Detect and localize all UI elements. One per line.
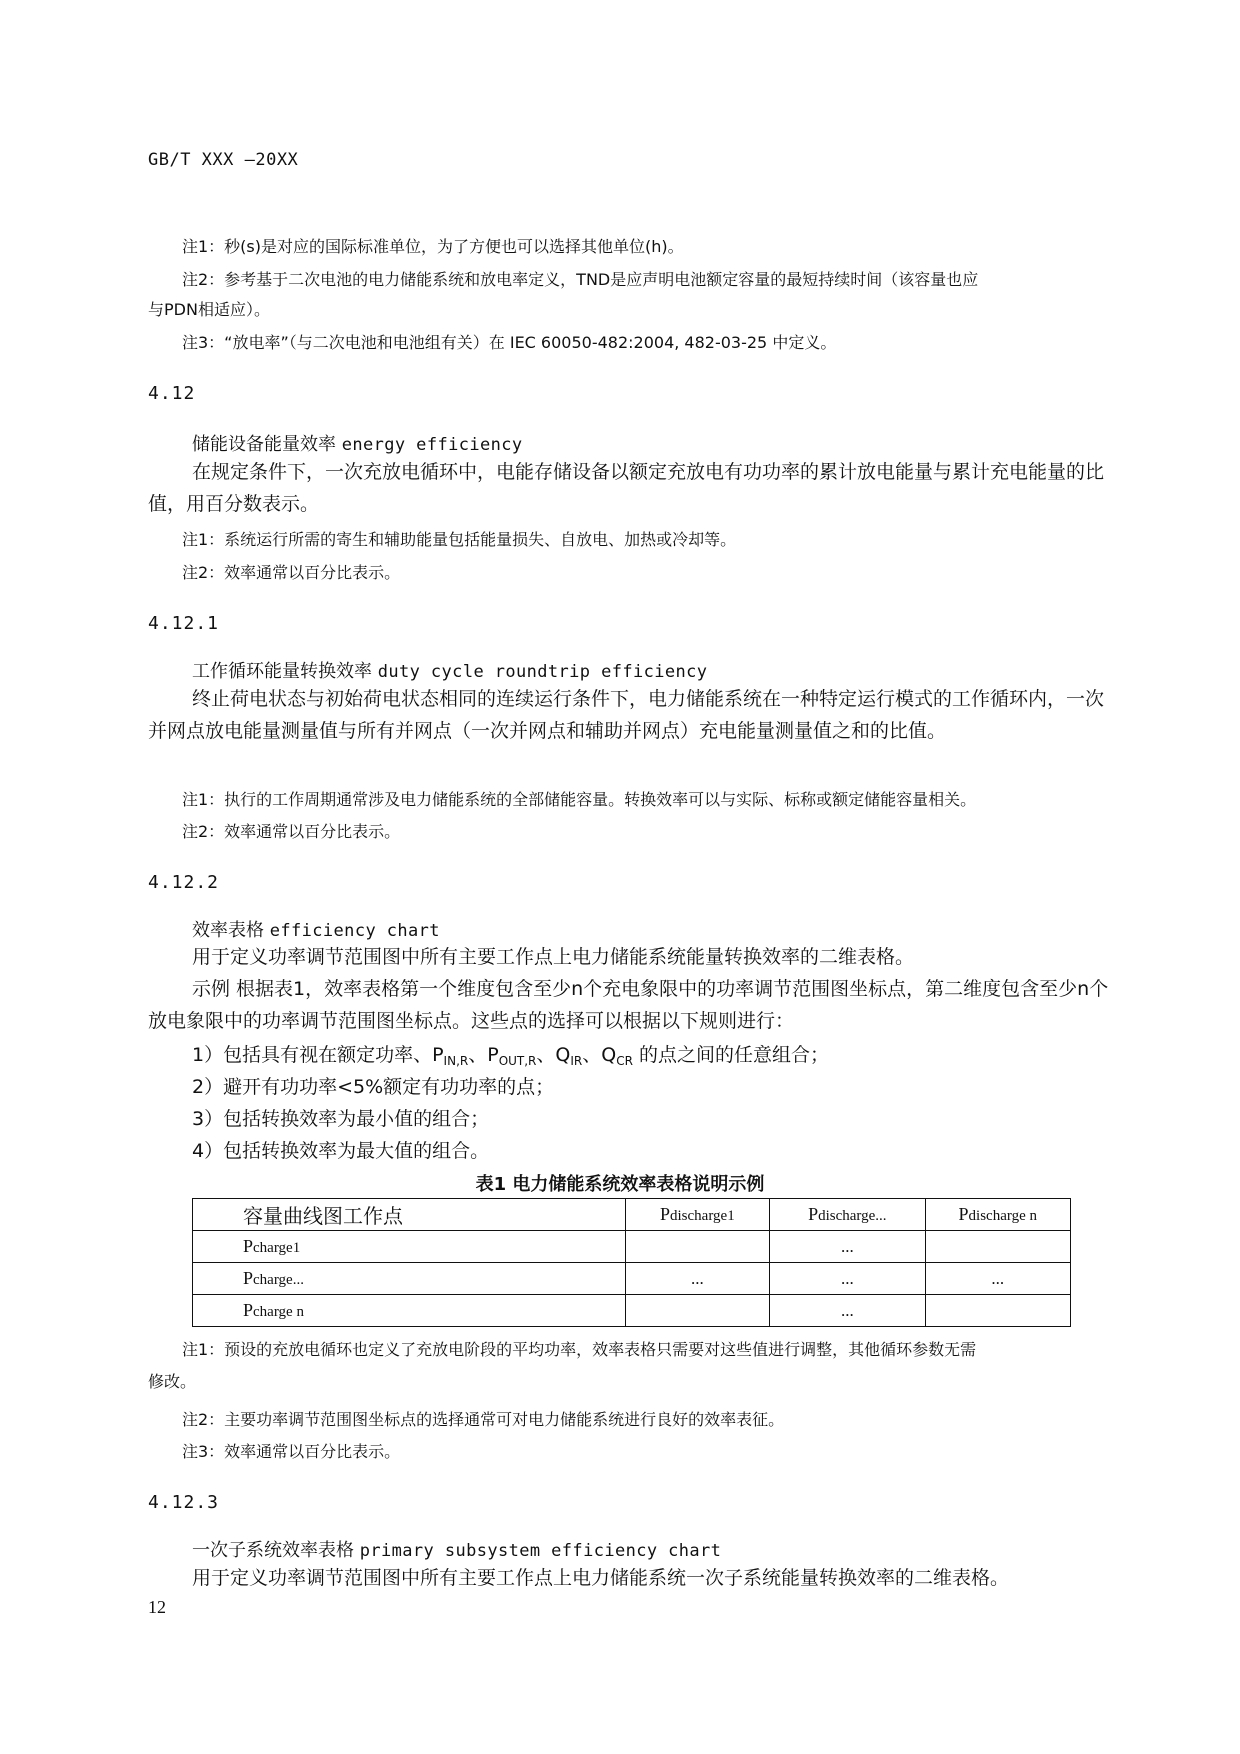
term-en: energy efficiency: [341, 435, 523, 455]
p-symbol: P: [958, 1204, 969, 1224]
col-header-discharge-n: [925, 1199, 1070, 1231]
col-header-discharge-mid: [770, 1199, 925, 1231]
p-subscript: charge1: [253, 1240, 301, 1256]
p-subscript: discharge n: [968, 1208, 1037, 1224]
note-cont: 修改。: [148, 1372, 197, 1391]
rule-1-text: 1）包括具有视在额定功率、P: [192, 1044, 444, 1066]
rule-1: [192, 1040, 829, 1068]
subscript: IN,R: [443, 1054, 469, 1068]
p-symbol: P: [660, 1204, 671, 1224]
term-cn: 储能设备能量效率: [192, 434, 336, 455]
table-cell: [925, 1231, 1070, 1263]
term-title: [192, 1536, 721, 1562]
table-cell: ...: [770, 1295, 925, 1327]
page-number: 12: [148, 1597, 166, 1617]
table-header-row: [193, 1199, 1071, 1231]
row-header-charge-n: [193, 1295, 626, 1327]
term-en: efficiency chart: [269, 921, 440, 941]
p-subscript: discharge1: [670, 1208, 735, 1224]
note-top-1: 注1：秒(s)是对应的国际标准单位，为了方便也可以选择其他单位(h)。: [182, 237, 684, 256]
note: 注2：效率通常以百分比表示。: [182, 563, 401, 582]
term-cn: 效率表格: [192, 920, 264, 941]
term-cn: 工作循环能量转换效率: [192, 661, 372, 682]
table-cell: [625, 1295, 769, 1327]
table-row: [193, 1231, 1071, 1263]
note-top-2: 注2：参考基于二次电池的电力储能系统和放电率定义，TND是应声明电池额定容量的最短持续时间（该容量也应: [182, 270, 979, 289]
rule-2: 2）避开有功功率<5%额定有功功率的点；: [192, 1076, 555, 1098]
efficiency-table: [192, 1198, 1071, 1327]
table-cell: ...: [770, 1263, 925, 1295]
p-subscript: charge...: [253, 1272, 304, 1288]
separator: 、Q: [582, 1044, 617, 1066]
note-top-2-cont: 与PDN相适应）。: [148, 300, 270, 319]
clause-number: 4.12.1: [148, 613, 220, 634]
note: 注3：效率通常以百分比表示。: [182, 1442, 401, 1461]
term-title: [192, 916, 440, 942]
table-row: [193, 1295, 1071, 1327]
term-definition: 在规定条件下，一次充放电循环中，电能存储设备以额定充放电有功功率的累计放电能量与累计充电能量的比值，用百分数表示。: [148, 461, 1105, 515]
p-symbol: P: [243, 1300, 254, 1320]
clause-number: 4.12.2: [148, 872, 220, 893]
p-symbol: P: [243, 1268, 254, 1288]
subscript: OUT,R: [498, 1054, 537, 1068]
term-en: primary subsystem efficiency chart: [359, 1541, 722, 1561]
separator: 、Q: [536, 1044, 571, 1066]
table-cell: [925, 1295, 1070, 1327]
note: 注2：效率通常以百分比表示。: [182, 822, 401, 841]
row-header-charge-mid: [193, 1263, 626, 1295]
rule-3: 3）包括转换效率为最小值的组合；: [192, 1108, 490, 1130]
table-title: 表1 电力储能系统效率表格说明示例: [475, 1174, 765, 1195]
p-subscript: charge n: [253, 1304, 304, 1320]
clause-number: 4.12: [148, 383, 196, 404]
separator: 、P: [468, 1044, 499, 1066]
row-header-charge1: [193, 1231, 626, 1263]
table-cell: [625, 1231, 769, 1263]
subscript: IR: [570, 1054, 583, 1068]
note-top-3: 注3：“放电率”（与二次电池和电池组有关）在 IEC 60050-482:2004, 482-03-25 中定义。: [182, 333, 837, 352]
p-symbol: P: [808, 1204, 819, 1224]
standard-code-header: GB/T XXX —20XX: [148, 150, 299, 170]
note: 注1：系统运行所需的寄生和辅助能量包括能量损失、自放电、加热或冷却等。: [182, 530, 737, 549]
note: 注1：预设的充放电循环也定义了充放电阶段的平均功率，效率表格只需要对这些值进行调整，其他循环参数无需: [182, 1340, 977, 1359]
rule-4: 4）包括转换效率为最大值的组合。: [192, 1140, 490, 1162]
col-header-discharge1: [625, 1199, 769, 1231]
term-title: [192, 657, 707, 683]
p-subscript: discharge...: [818, 1208, 887, 1224]
table-cell: ...: [770, 1231, 925, 1263]
note: 注2：主要功率调节范围图坐标点的选择通常可对电力储能系统进行良好的效率表征。: [182, 1410, 785, 1429]
term-cn: 一次子系统效率表格: [192, 1540, 354, 1561]
term-definition: 用于定义功率调节范围图中所有主要工作点上电力储能系统能量转换效率的二维表格。: [192, 946, 915, 968]
rule-1-suffix: 的点之间的任意组合；: [632, 1044, 829, 1066]
term-en: duty cycle roundtrip efficiency: [377, 662, 708, 682]
term-definition: 终止荷电状态与初始荷电状态相同的连续运行条件下，电力储能系统在一种特定运行模式的工作循环内，一次并网点放电能量测量值与所有并网点（一次并网点和辅助并网点）充电能量测量值之和的比值。: [148, 688, 1105, 742]
p-symbol: P: [243, 1236, 254, 1256]
table-corner-cell: 容量曲线图工作点: [193, 1199, 626, 1231]
term-title: [192, 430, 523, 456]
example-paragraph: 示例 根据表1，效率表格第一个维度包含至少n个充电象限中的功率调节范围图坐标点，第二维度包含至少n个放电象限中的功率调节范围图坐标点。这些点的选择可以根据以下规则进行：: [148, 978, 1109, 1032]
table-cell: ...: [625, 1263, 769, 1295]
table-cell: ...: [925, 1263, 1070, 1295]
subscript: CR: [616, 1054, 633, 1068]
table-row: [193, 1263, 1071, 1295]
term-definition: 用于定义功率调节范围图中所有主要工作点上电力储能系统一次子系统能量转换效率的二维表格。: [192, 1567, 1010, 1589]
clause-number: 4.12.3: [148, 1492, 220, 1513]
note: 注1：执行的工作周期通常涉及电力储能系统的全部储能容量。转换效率可以与实际、标称或额定储能容量相关。: [182, 790, 977, 809]
